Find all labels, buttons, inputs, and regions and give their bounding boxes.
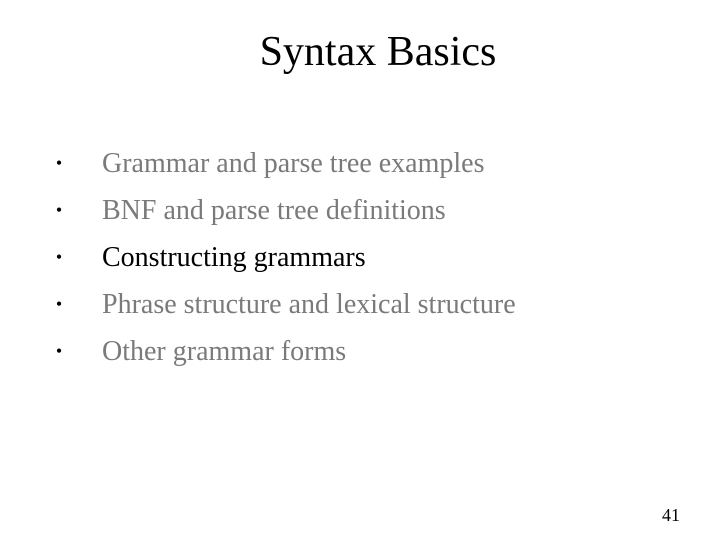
bullet-label: Other grammar forms [102,336,347,367]
bullet-label: Constructing grammars [102,242,366,273]
bullet-label: BNF and parse tree definitions [102,195,446,226]
bullet-item-other-grammar-forms [55,328,516,375]
bullet-item-bnf-parse-tree-definitions [55,187,516,234]
bullet-label: Phrase structure and lexical structure [102,289,516,320]
page-number: 41 [662,505,680,525]
bullet-icon: • [55,247,63,267]
bullet-icon: • [55,153,63,173]
bullet-icon: • [55,294,63,314]
bullet-icon: • [55,200,63,220]
bullet-list [55,140,516,375]
bullet-item-grammar-parse-tree-examples [55,140,516,187]
bullet-item-phrase-lexical-structure [55,281,516,328]
bullet-label: Grammar and parse tree examples [102,148,485,179]
bullet-icon: • [55,341,63,361]
bullet-item-constructing-grammars [55,234,516,281]
slide-title: Syntax Basics [259,29,497,75]
